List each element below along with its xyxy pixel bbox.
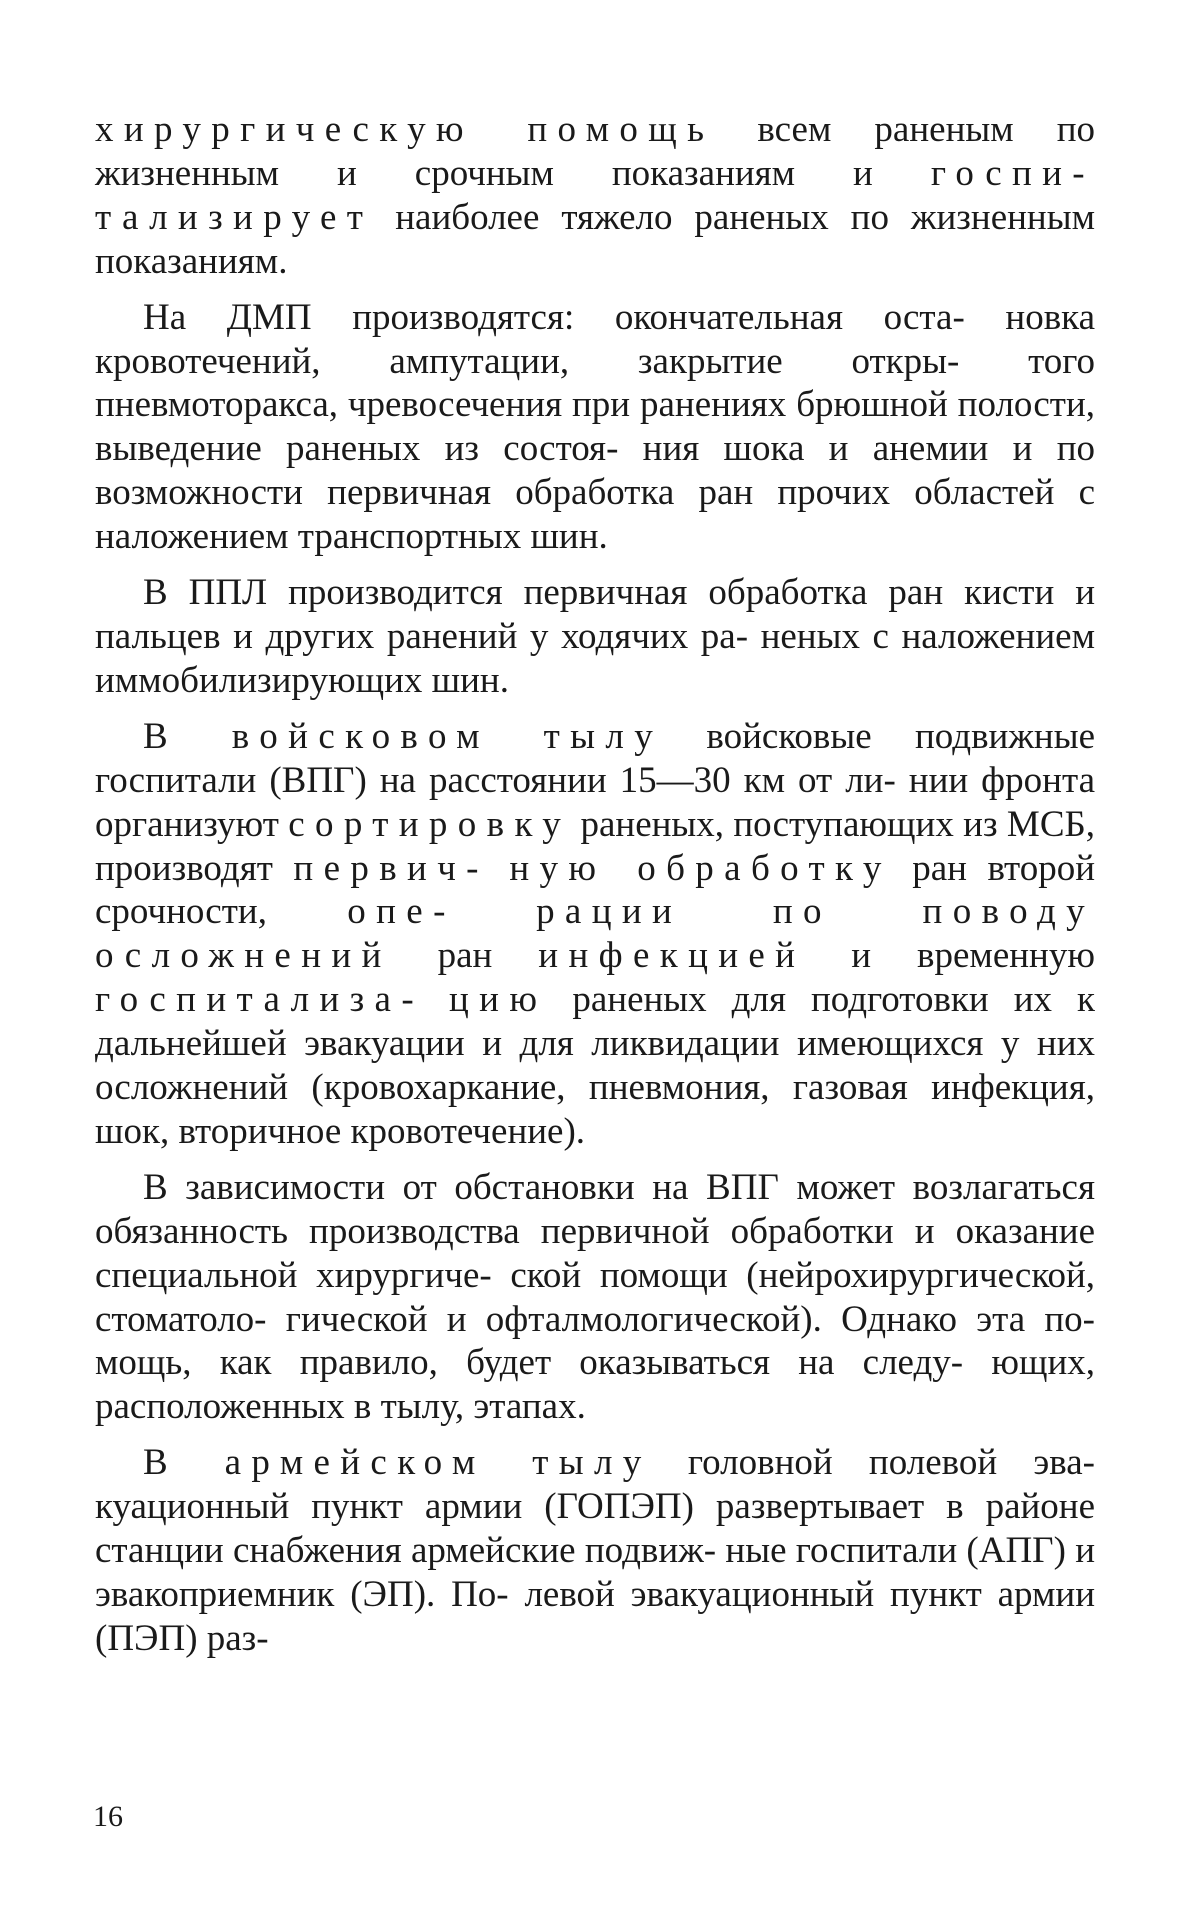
- text-run: наиболее тяжело раненых по: [373, 196, 889, 238]
- text-run: инфекция, шок, вторичное кровотечение).: [95, 1067, 1095, 1152]
- spaced-emphasis-text: хирургическую помощь: [95, 109, 715, 150]
- text-run: осложнений (кровохаркание, пневмония, газовая: [95, 1067, 908, 1109]
- text-run: неных с наложением иммобилизирующих шин.: [95, 615, 1095, 701]
- text-run: куационный пункт армии (ГОПЭП) развертывает: [95, 1486, 925, 1528]
- spaced-emphasis-text: В армейском тылу: [143, 1442, 652, 1484]
- text-run: левой эвакуационный пункт армии (ПЭП) раз-: [95, 1574, 1095, 1659]
- text-run: мощь, как правило, будет оказываться на следу-: [95, 1342, 964, 1384]
- text-run: раненых,: [571, 803, 725, 845]
- spaced-emphasis-text: госпи-: [930, 152, 1095, 194]
- text-run: по жизненным и срочным показаниям и: [95, 109, 1095, 194]
- text-run: брюшной полости, выведение раненых из состоя-: [95, 384, 1095, 470]
- text-run: поступающих из МСБ, производят: [95, 803, 1095, 889]
- page-number: 16: [93, 1800, 123, 1833]
- spaced-emphasis-text: первич-: [293, 847, 489, 889]
- paragraph: [95, 1166, 1095, 1429]
- text-run: в районе станции снабжения армейские подвиж-: [95, 1486, 1096, 1572]
- paragraph: [95, 571, 1095, 703]
- text-run: раненых для подготовки их к дальнейшей: [95, 979, 1095, 1065]
- spaced-emphasis-text: сортировку: [288, 803, 572, 845]
- text-run: транспортных шин.: [297, 516, 608, 558]
- spaced-emphasis-text: рации по поводу осложнений: [95, 891, 1095, 977]
- text-run: головной полевой эва-: [651, 1442, 1095, 1484]
- text-run: всем раненым: [714, 109, 1014, 150]
- text-run: обработки и оказание специальной хирургиче-: [95, 1210, 1096, 1296]
- paragraph: [95, 715, 1095, 1154]
- spaced-emphasis-text: опе-: [347, 891, 456, 933]
- spaced-emphasis-text: тализирует: [95, 196, 374, 238]
- text-run: возлагаться обязанность производства первичной: [95, 1166, 1095, 1252]
- text-run: гической и офталмологической). Однако эта по-: [285, 1298, 1095, 1340]
- text-run: обработка ран прочих областей с наложением: [95, 472, 1096, 558]
- spaced-emphasis-text: госпитализа-: [95, 979, 425, 1021]
- text-run: того пневмоторакса, чревосечения при ранениях: [95, 340, 1095, 426]
- paragraph: [95, 1441, 1095, 1661]
- spaced-emphasis-text: цию: [449, 979, 548, 1021]
- text-run: ран второй срочности,: [95, 847, 1095, 933]
- text-run: ран: [391, 935, 493, 977]
- text-run: нии фронта организуют: [95, 759, 1095, 845]
- text-run: ющих, расположенных в тылу, этапах.: [95, 1342, 1095, 1428]
- text-run: и временную: [805, 935, 1095, 977]
- paragraph: [95, 108, 1095, 284]
- paragraph: [95, 296, 1095, 559]
- text-run: новка кровотечений, ампутации, закрытие откры-: [95, 296, 1096, 382]
- text-run: В ППЛ производится первичная обработка ран: [143, 572, 944, 614]
- text-run: эвакуации и для ликвидации имеющихся у них: [304, 1023, 1095, 1065]
- text-run: ния шока и анемии и по возможности первичная: [95, 428, 1095, 514]
- spaced-emphasis-text: инфекцией: [538, 935, 806, 977]
- text-run: жизненным показаниям.: [95, 196, 1095, 282]
- text-run: войсковые подвижные: [663, 715, 1095, 757]
- body-text: [95, 108, 1095, 1673]
- text-run: кисти и пальцев и других ранений у ходячих ра-: [95, 572, 1096, 657]
- spaced-emphasis-text: В войсковом тылу: [143, 715, 664, 757]
- text-run: ные госпитали (АПГ) и эвакоприемник (ЭП). По-: [95, 1530, 1096, 1615]
- text-run: На ДМП производятся: окончательная оста-: [143, 296, 965, 338]
- text-run: ской помощи (нейрохирургической, стоматоло-: [95, 1254, 1095, 1340]
- text-run: В зависимости от обстановки на ВПГ может: [143, 1166, 896, 1208]
- spaced-emphasis-text: ную обработку: [509, 847, 892, 889]
- text-run: госпитали (ВПГ) на расстоянии 15—30 км от ли-: [95, 759, 896, 801]
